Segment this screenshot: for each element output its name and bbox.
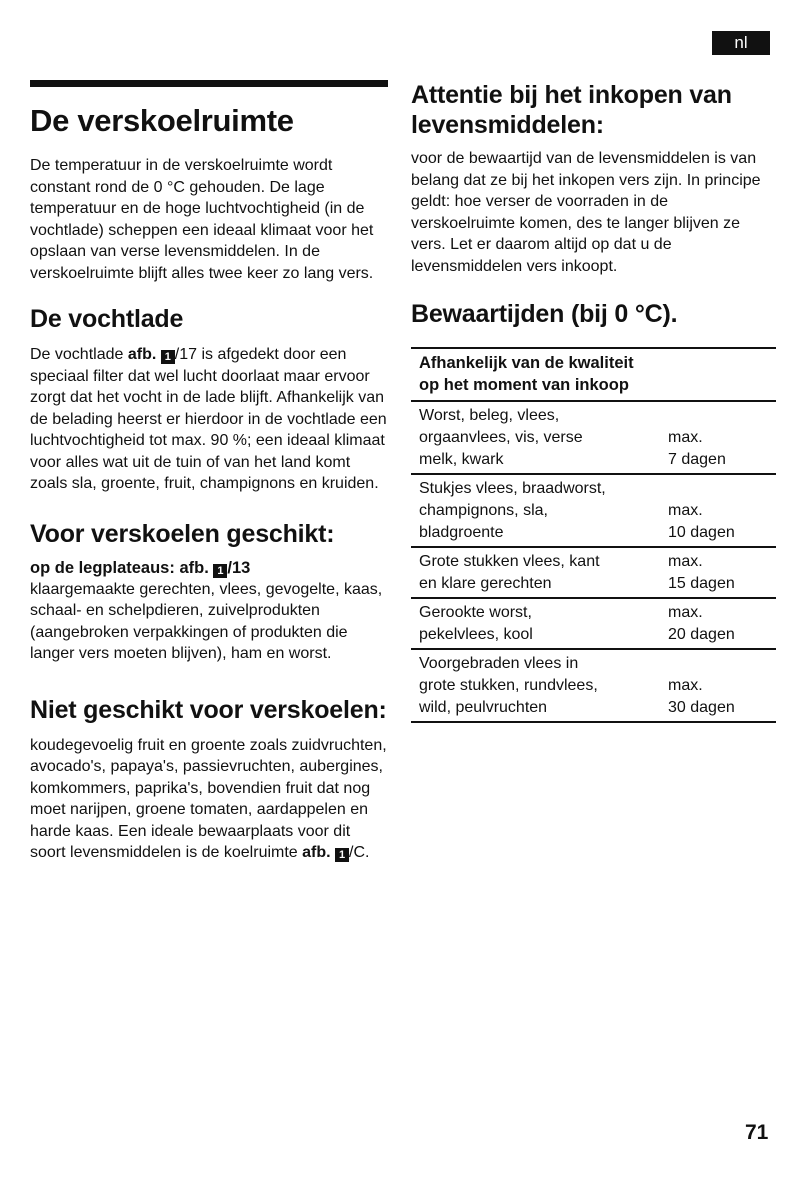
section-text: De temperatuur in de verskoelruimte wordt constant rond de 0 °C gehouden. De lage temperatuur en de hoge luchtvochtigheid (in de vochtlade) scheppen een ideaal klimaat voor het opslaan van verse levensmiddelen. In de verskoelruimte blijft alles twee keer zo lang vers. (30, 157, 374, 282)
section-title: De verskoelruimte (30, 103, 294, 138)
table-header (411, 347, 776, 402)
row-days: 20 dagen (668, 626, 735, 643)
figure-number-icon: 1 (161, 350, 175, 364)
row-description-line: Grote stukken vlees, kant (419, 553, 600, 570)
figure-number-icon: 1 (213, 564, 227, 578)
top-rule (30, 80, 388, 87)
row-description (419, 478, 664, 544)
table-header-line: op het moment van inkoop (419, 376, 629, 394)
section-subhead (30, 557, 388, 579)
figure-ref-suffix: /C. (349, 844, 370, 861)
table-row (411, 475, 776, 548)
row-duration (668, 551, 768, 595)
row-description-line: Stukjes vlees, braadworst, (419, 480, 606, 497)
section-vochtlade (30, 304, 388, 495)
section-text (30, 735, 388, 864)
section-title: Bewaartijden (bij 0 °C). (411, 300, 678, 328)
text-part: De vochtlade (30, 346, 124, 363)
row-max-label: max. (668, 429, 703, 446)
figure-ref-label: afb. (302, 844, 331, 861)
left-column (30, 80, 388, 864)
section-title: Voor verskoelen geschikt: (30, 519, 335, 548)
language-badge: nl (712, 31, 770, 55)
row-days: 7 dagen (668, 451, 726, 468)
right-column (411, 80, 776, 723)
section-text (30, 344, 388, 495)
row-description (419, 405, 664, 471)
row-description (419, 653, 664, 719)
section-title: Attentie bij het inkopen van levensmiddelen: (411, 81, 732, 139)
section-niet-geschikt (30, 695, 388, 864)
subhead-suffix: /13 (227, 558, 251, 577)
storage-table (411, 347, 776, 723)
row-description-line: en klare gerechten (419, 575, 552, 592)
text-part: is afgedekt door een speciaal filter dat wel lucht doorlaat maar ervoor zorgt dat het vocht in de lade blijft. Afhankelijk van de belading heerst er hierdoor in de vochtlade een luchtvochtigheid tot max. 90 %; een ideaal klimaat voor alles wat uit de tuin of van het land komt zoals sla, groente, fruit, champignons en kruiden. (30, 346, 387, 492)
row-description-line: Worst, beleg, vlees, (419, 407, 560, 424)
text-part: koudegevoelig fruit en groente zoals zuidvruchten, avocado's, papaya's, passievruchten, aubergines, komkommers, paprika's, bovendien fruit dat nog moet narijpen, groene tomaten, aardappelen en harde kaas. Een ideale bewaarplaats voor dit soort levensmiddelen is de koelruimte (30, 736, 387, 861)
row-days: 15 dagen (668, 575, 735, 592)
row-description-line: Gerookte worst, (419, 604, 532, 621)
row-description (419, 551, 664, 595)
row-duration (668, 653, 768, 719)
row-duration (668, 478, 768, 544)
row-duration (668, 405, 768, 471)
row-duration (668, 602, 768, 646)
row-description-line: champignons, sla, (419, 502, 548, 519)
table-row (411, 548, 776, 599)
page-number: 71 (745, 1121, 769, 1144)
table-body (411, 402, 776, 723)
subhead-text: op de legplateaus: afb. (30, 558, 209, 577)
row-description-line: wild, peulvruchten (419, 699, 548, 716)
section-text: voor de bewaartijd van de levensmiddelen is van belang dat ze bij het inkopen vers zijn. In principe geldt: hoe verser de voorraden in de verskoelruimte komen, des te langer blijven ze vers. Let er daarom altijd op dat u de levensmiddelen vers inkoopt. (411, 150, 761, 275)
row-max-label: max. (668, 677, 703, 694)
figure-number-icon: 1 (335, 848, 349, 862)
row-max-label: max. (668, 604, 703, 621)
row-days: 10 dagen (668, 524, 735, 541)
row-description (419, 602, 664, 646)
row-days: 30 dagen (668, 699, 735, 716)
table-row (411, 402, 776, 475)
row-description-line: grote stukken, rundvlees, (419, 677, 598, 694)
row-description-line: pekelvlees, kool (419, 626, 533, 643)
section-title: Niet geschikt voor verskoelen: (30, 695, 387, 724)
row-description-line: orgaanvlees, vis, verse (419, 429, 583, 446)
row-description-line: melk, kwark (419, 451, 504, 468)
row-max-label: max. (668, 502, 703, 519)
row-description-line: Voorgebraden vlees in (419, 655, 579, 672)
figure-ref-label: afb. (127, 346, 157, 363)
section-bewaartijden (411, 299, 776, 723)
table-row (411, 650, 776, 723)
row-max-label: max. (668, 553, 703, 570)
section-title: De vochtlade (30, 305, 184, 333)
table-header-line: Afhankelijk van de kwaliteit (419, 354, 634, 372)
row-description-line: bladgroente (419, 524, 504, 541)
section-attentie (411, 80, 776, 277)
section-verskoelruimte (30, 103, 388, 284)
figure-ref-suffix: /17 (174, 346, 197, 363)
table-row (411, 599, 776, 650)
section-text: klaargemaakte gerechten, vlees, gevogelte, kaas, schaal- en schelpdieren, zuivelprodukten (aangebroken verpakkingen of produkten die langer vers moeten blijven), ham en worst. (30, 580, 383, 662)
section-geschikt (30, 519, 388, 665)
